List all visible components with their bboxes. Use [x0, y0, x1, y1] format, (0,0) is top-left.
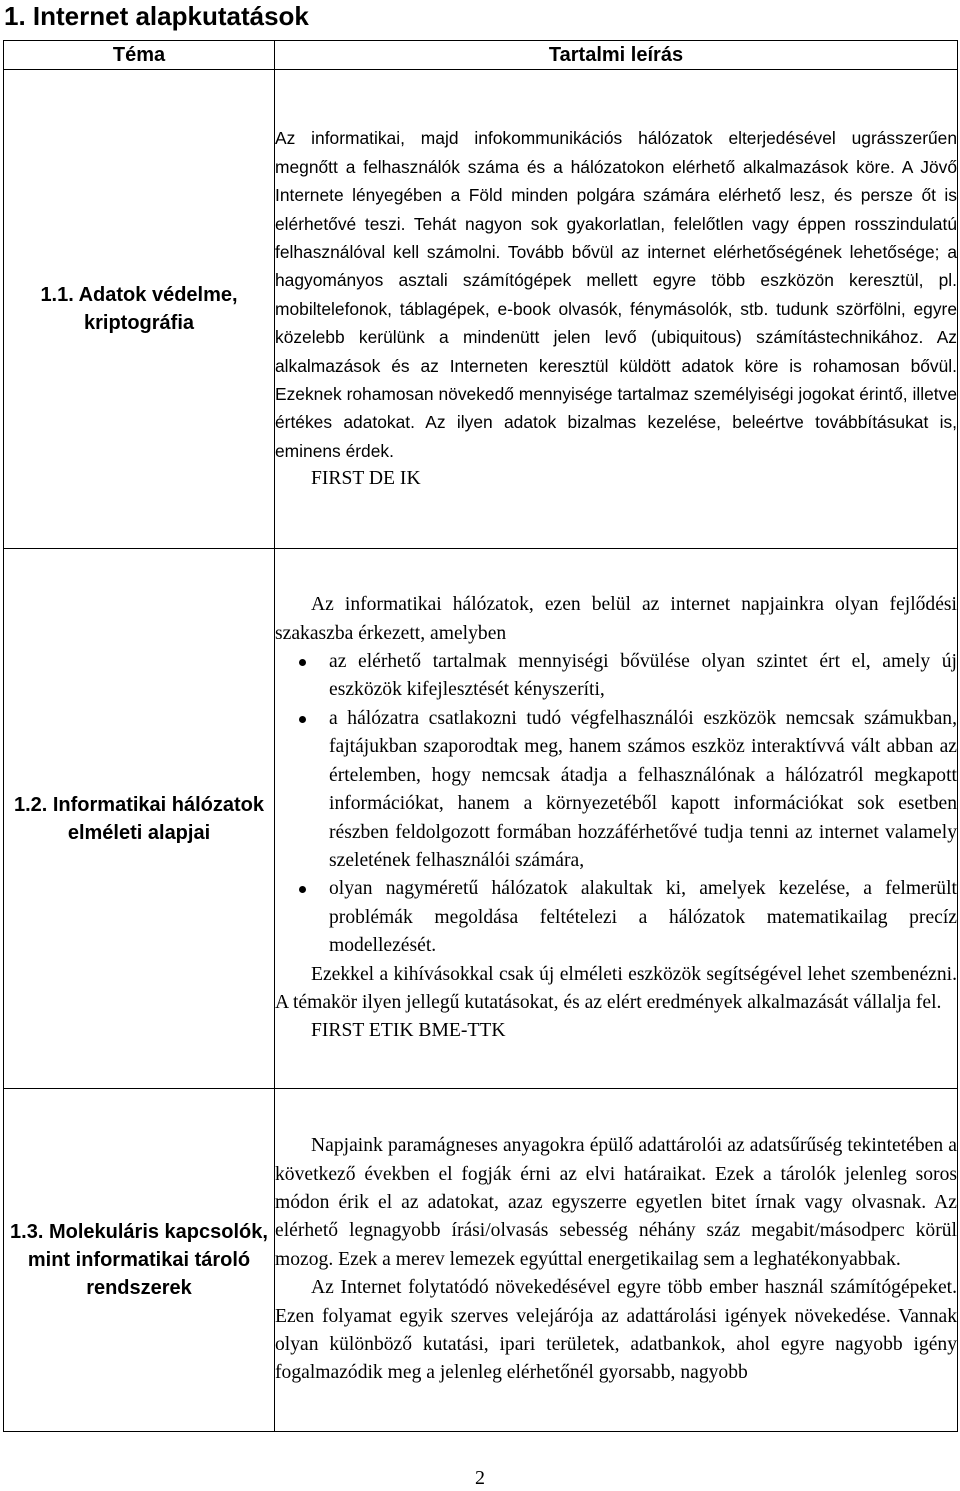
topic-cell: 1.2. Informatikai hálózatok elméleti alapjai [4, 549, 275, 1089]
source-line: FIRST ETIK BME-TTK [311, 1020, 506, 1042]
description-outro: Ezekkel a kihívásokkal csak új elméleti eszközök segítségével lehet szembenézni. A témakör ilyen jellegű kutatásokat, és az elért eredmények alkalmazását vállalja fel. [275, 963, 957, 1013]
description-cell [275, 549, 958, 1089]
bullet-icon [299, 659, 306, 666]
bullet-item: olyan nagyméretű hálózatok alakultak ki, amelyek kezelése, a felmerült problémák megoldása feltételezi a hálózatok matematikailag precíz modellezését. [329, 875, 957, 960]
bullet-item: az elérhető tartalmak mennyiségi bővülése olyan szintet ért el, amely új eszközök kifejlesztését kényszeríti, [329, 648, 957, 705]
bullet-icon [299, 886, 306, 893]
section-heading: 1. Internet alapkutatások [4, 1, 309, 31]
source-line: FIRST DE IK [311, 468, 421, 490]
description-cell [275, 70, 958, 549]
table-row [4, 70, 958, 549]
description-paragraph: Napjaink paramágneses anyagokra épülő adattárolói az adatsűrűség tekintetében a következő években el fogják érni az elvi határaikat. Ezek a tárolók jelenleg soros módon érik el az adatokat, azaz egyszerre egyetlen bitet írnak vagy olvasnak. Az elérhető legnagyobb írási/olvasás sebesség néhány száz megabit/másodperc körül mozog. Ezek a merev lemezek egyúttal energetikailag sem a leghatékonyabbak. [275, 1135, 957, 1270]
bullet-list [275, 648, 957, 960]
topic-table [3, 40, 958, 1432]
column-header-description: Tartalmi leírás [275, 41, 958, 70]
table-row [4, 549, 958, 1089]
description-intro: Az informatikai hálózatok, ezen belül az internet napjainkra olyan fejlődési szakaszba érkezett, amelyben [275, 594, 957, 644]
bullet-item: a hálózatra csatlakozni tudó végfelhasználói eszközök nemcsak számukban, fajtájukban szaporodtak meg, hanem számos eszköz interaktívvá vált abban az értelemben, hogy nemcsak átadja a felhasználónak a hálózatról megkapott információkat, hanem a környezetéből kapott információkat sok esetben részben feldolgozott formában hozzáférhetővé tudja tenni az internet valamely szeletének felhasználói számára, [329, 705, 957, 875]
table-row [4, 1089, 958, 1432]
topic-cell: 1.1. Adatok védelme, kriptográfia [4, 70, 275, 549]
bullet-icon [299, 716, 306, 723]
column-header-topic: Téma [4, 41, 275, 70]
table-header-row [4, 41, 958, 70]
description-paragraph: Az Internet folytatódó növekedésével egyre több ember használ számítógépeket. Ezen folyamat egyik szerves velejárója az adattárolási igények növekedése. Vannak olyan különböző kutatási, ipari területek, adatbankok, ahol egyre nagyobb igény fogalmazódik meg a jelenleg elérhetőnél gyorsabb, nagyobb [275, 1277, 957, 1384]
page-number: 2 [475, 1467, 485, 1489]
description-paragraph: Az informatikai, majd infokommunikációs hálózatok elterjedésével ugrásszerűen megnőtt a felhasználók száma és a hálózatokon elérhető alkalmazások köre. A Jövő Internete lényegében a Föld minden polgára számára elérhető lesz, és persze őt is elérhetővé teszi. Tehát nagyon sok gyakorlatlan, felelőtlen vagy éppen rosszindulatú felhasználóval kell számolni. Tovább bővül az internet elérhetőségének lehetősége; a hagyományos asztali számítógépek mellett egyre több eszközön keresztül, pl. mobiltelefonok, táblagépek, e-book olvasók, fénymásolók, stb. tudunk szörfölni, egyre közelebb kerülünk a mindenütt jelen levő (ubiquitous) számítástechnikához. Az alkalmazások és az Interneten keresztül küldött adatok köre is rohamosan bővül. Ezeknek rohamosan növekedő mennyisége tartalmaz személyiségi jogokat érintő, illetve értékes adatokat. Az ilyen adatok bizalmas kezelése, beleértve továbbításukat is, eminens érdek. [275, 128, 957, 461]
topic-cell: 1.3. Molekuláris kapcsolók, mint informatikai tároló rendszerek [4, 1089, 275, 1432]
description-cell [275, 1089, 958, 1432]
